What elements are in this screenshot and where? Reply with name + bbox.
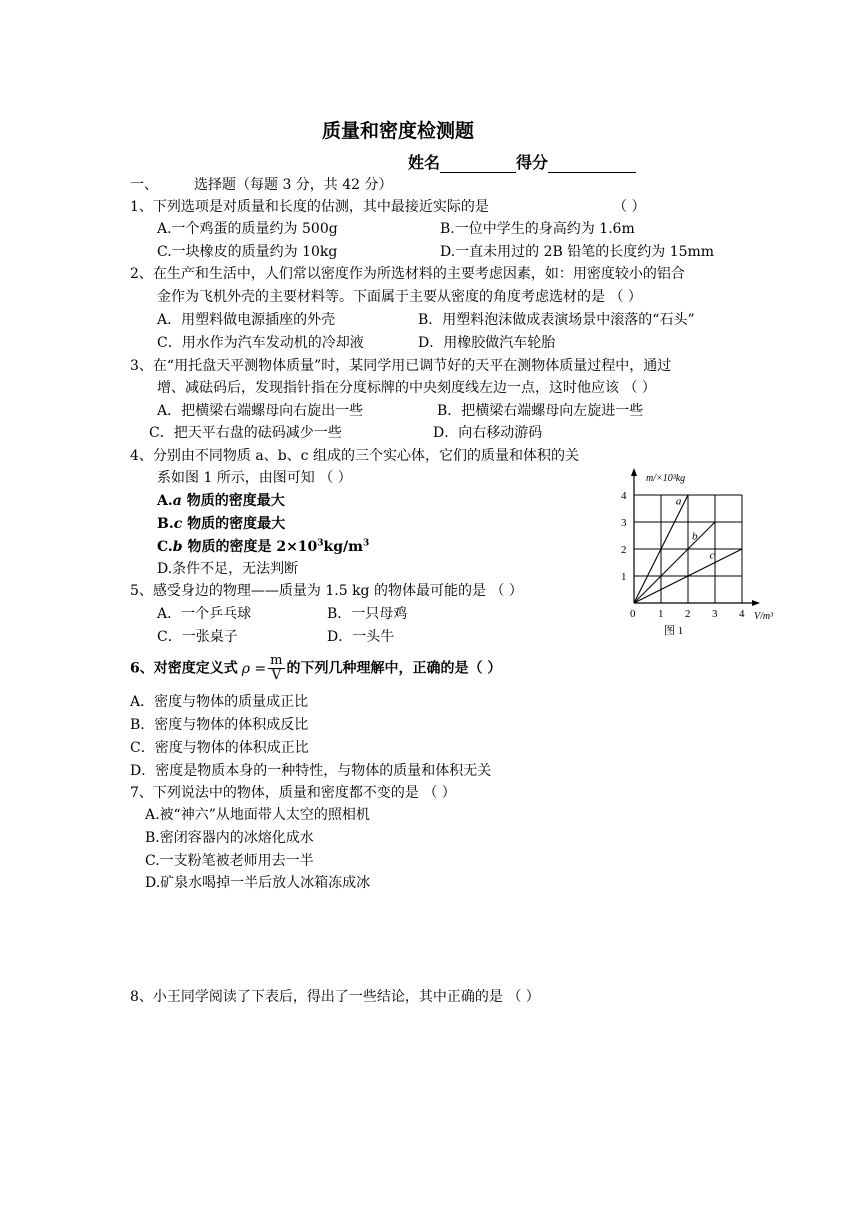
y-tick-label: 2 (621, 544, 627, 556)
series-label-a: a (675, 495, 682, 508)
q4-option-c-unit: kg/m (323, 539, 363, 555)
series-line-b (634, 522, 715, 603)
q6-fraction-num: m (270, 653, 283, 668)
x-tick-label: 3 (712, 608, 718, 620)
q6-stem (130, 654, 501, 683)
q5-option-b: B．一只母鸡 (327, 606, 408, 622)
q2-stem-line1: 2、在生产和生活中，人们常以密度作为所选材料的主要考虑因素，如：用密度较小的铝合 (130, 266, 685, 282)
q2-option-d: D．用橡胶做汽车轮胎 (418, 335, 556, 351)
q7-option-d: D.矿泉水喝掉一半后放人冰箱冻成冰 (145, 875, 371, 891)
q1-option-d: D.一直未用过的 2B 铅笔的长度约为 15mm (440, 244, 715, 260)
q5-option-d: D．一头牛 (327, 629, 395, 645)
q6-option-c: C．密度与物体的体积成正比 (130, 740, 309, 756)
q2-option-a: A．用塑料做电源插座的外壳 (157, 312, 336, 328)
q4-option-a-letter: A. (157, 493, 173, 509)
q2-stem-line2: 金作为飞机外壳的主要材料等。下面属于主要从密度的角度考虑选材的是 （ ） (157, 289, 642, 305)
section-heading: 选择题（每题 3 分，共 42 分） (194, 177, 393, 193)
q4-option-c-text: 物质的密度是 2×10 (182, 539, 318, 555)
q1-option-a: A.一个鸡蛋的质量约为 500g (157, 221, 338, 237)
q2-option-c: C．用水作为汽车发动机的冷却液 (157, 335, 364, 351)
name-label: 姓名 (408, 153, 441, 172)
q6-option-a: A．密度与物体的质量成正比 (130, 694, 309, 710)
y-axis-label: m/×10³kg (646, 473, 686, 484)
y-tick-label: 1 (621, 571, 627, 583)
q1-option-c: C.一块橡皮的质量约为 10kg (157, 244, 338, 260)
q4-option-b-var: c (173, 516, 183, 532)
q4-option-c-exp2: 3 (362, 538, 370, 549)
y-axis-arrow (631, 468, 637, 476)
score-blank[interactable] (548, 156, 636, 173)
q7-option-c: C.一支粉笔被老师用去一半 (145, 853, 314, 869)
q4-stem-line2: 系如图 1 所示，由图可知 （ ） (157, 470, 352, 486)
q4-option-a-text: 物质的密度最大 (181, 493, 285, 509)
q4-option-b-text: 物质的密度最大 (182, 516, 286, 532)
q4-option-b-letter: B. (157, 516, 174, 532)
q4-option-d: D.条件不足，无法判断 (157, 561, 299, 577)
q2-option-b: B．用塑料泡沫做成表演场景中滚落的“石头” (418, 312, 695, 328)
q7-option-b: B.密闭容器内的冰熔化成水 (145, 830, 314, 846)
q3-option-d: D．向右移动游码 (433, 425, 543, 441)
x-axis-label: V/m³ (754, 611, 774, 622)
q1-stem: 1、下列选项是对质量和长度的估测，其中最接近实际的是 (130, 199, 489, 215)
figure-1-chart (610, 462, 790, 642)
q4-stem-line1: 4、分别由不同物质 a、b、c 组成的三个实心体，它们的质量和体积的关 (130, 448, 579, 464)
q6-stem-post: 的下列几种理解中，正确的是（ ） (286, 660, 502, 677)
q6-fraction-den: V (271, 668, 282, 683)
q4-option-a (157, 492, 285, 510)
y-tick-label: 4 (621, 490, 627, 502)
q7-option-a: A.被“神六”从地面带人太空的照相机 (145, 807, 370, 823)
name-blank[interactable] (440, 156, 516, 173)
q3-option-a: A．把横梁右端螺母向右旋出一些 (157, 403, 364, 419)
q6-fraction (268, 654, 284, 683)
series-label-b: b (692, 530, 698, 543)
header-fields (408, 153, 636, 173)
x-tick-label: 4 (739, 608, 745, 620)
q8-stem: 8、小王同学阅读了下表后，得出了一些结论，其中正确的是 （ ） (130, 989, 540, 1005)
y-tick-label: 3 (621, 517, 627, 529)
q4-option-a-var: a (172, 493, 182, 509)
q4-option-b (157, 515, 285, 533)
figure-caption: 图 1 (664, 625, 684, 637)
q5-option-c: C．一张桌子 (157, 629, 238, 645)
q4-option-c (157, 538, 369, 556)
q4-option-c-letter: C. (157, 539, 173, 555)
q3-option-c: C．把天平右盘的砝码减少一些 (149, 425, 342, 441)
section-number: 一、 (130, 177, 158, 193)
x-tick-label: 2 (685, 608, 691, 620)
q5-option-a: A．一个乒乓球 (157, 606, 252, 622)
q6-option-b: B．密度与物体的体积成反比 (130, 717, 309, 733)
q6-rho: ρ = (241, 660, 267, 677)
page-title: 质量和密度检测题 (322, 120, 475, 142)
q4-option-c-exp1: 3 (317, 538, 324, 549)
x-axis-arrow (752, 600, 760, 606)
q6-stem-pre: 6、对密度定义式 (130, 660, 238, 677)
q7-stem: 7、下列说法中的物体，质量和密度都不变的是 （ ） (130, 785, 456, 801)
q3-option-b: B．把横梁右端螺母向左旋进一些 (437, 403, 644, 419)
series-label-c: c (709, 549, 715, 562)
x-tick-label: 1 (658, 608, 664, 620)
q3-stem-line2: 增、减砝码后，发现指针指在分度标牌的中央刻度线左边一点，这时他应该 （ ） (157, 380, 656, 396)
q1-answer-blank: （ ） (613, 199, 646, 215)
score-label: 得分 (516, 153, 549, 172)
q3-stem-line1: 3、在“用托盘天平测物体质量”时，某同学用已调节好的天平在测物体质量过程中，通过 (130, 358, 672, 374)
q4-option-c-var: b (172, 539, 183, 555)
origin-label: 0 (630, 608, 636, 620)
q1-option-b: B.一位中学生的身高约为 1.6m (440, 221, 635, 237)
q5-stem: 5、感受身边的物理——质量为 1.5 kg 的物体最可能的是 （ ） (130, 583, 523, 599)
q6-option-d: D．密度是物质本身的一种特性，与物体的质量和体积无关 (130, 763, 492, 779)
